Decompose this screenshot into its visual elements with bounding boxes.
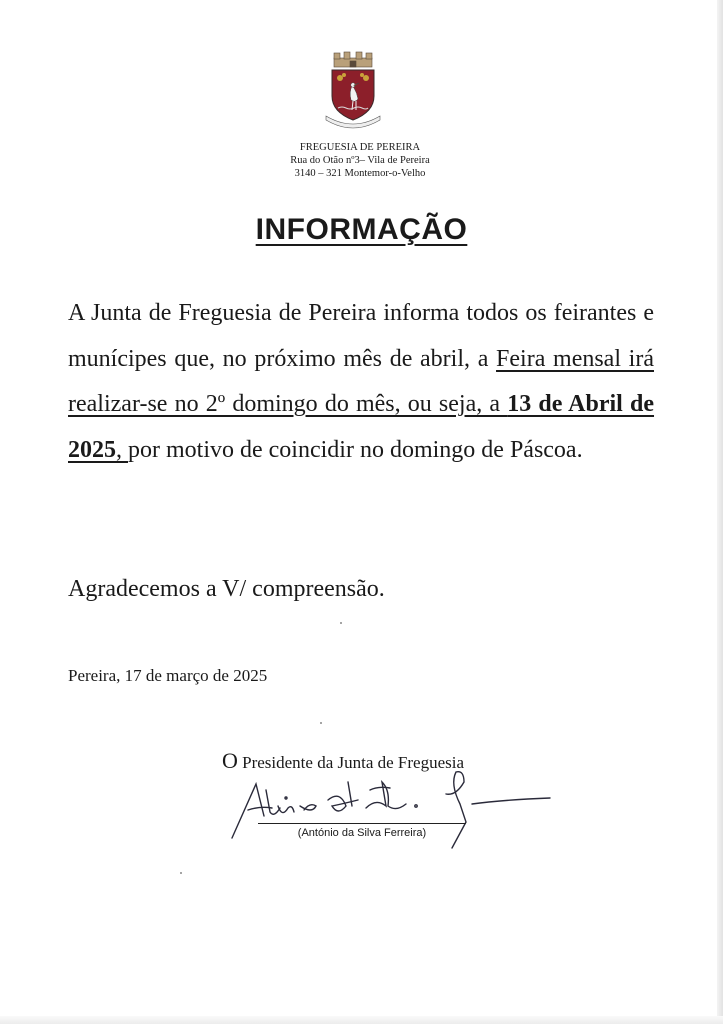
- scan-speck: [180, 872, 182, 874]
- page-edge-right: [717, 0, 723, 1024]
- president-title-initial: O: [222, 748, 238, 773]
- page-edge-bottom: [0, 1016, 723, 1024]
- body-date-highlight: 13 de Abril de 2025: [68, 391, 655, 463]
- document-title: [0, 210, 723, 250]
- address-line-2: 3140 – 321 Montemor-o-Velho: [294, 168, 426, 179]
- president-title-rest: Presidente da Junta de Freguesia: [237, 753, 465, 772]
- mural-crown: [334, 52, 372, 67]
- parish-crest-icon: [322, 50, 384, 132]
- scan-speck: [320, 722, 322, 724]
- body-part-2: Feira mensal irá realizar-se no 2º domingo do mês, ou seja, a: [68, 345, 654, 417]
- org-name: FREGUESIA DE PEREIRA: [299, 142, 421, 153]
- signatory-name: (António da Silva Ferreira): [297, 827, 427, 839]
- body-part-5: por motivo de coincidir no domingo de Páscoa.: [128, 436, 583, 463]
- signature-rule: [258, 823, 466, 824]
- scan-speck: [340, 622, 342, 624]
- document-title-text: INFORMAÇÃO: [255, 213, 468, 246]
- body-part-1: A Junta de Freguesia de Pereira informa todos os feirantes e munícipes que, no próximo mês de abril, a: [68, 300, 654, 372]
- address-line-1: Rua do Otão nº3– Vila de Pereira: [290, 155, 430, 166]
- body-paragraph: [68, 291, 654, 473]
- thanks-line: Agradecemos a V/ compreensão.: [68, 576, 385, 602]
- handwritten-signature-icon: [220, 760, 560, 855]
- body-part-4: ,: [116, 436, 128, 463]
- date-line: Pereira, 17 de março de 2025: [68, 666, 268, 685]
- letterhead: [200, 141, 520, 180]
